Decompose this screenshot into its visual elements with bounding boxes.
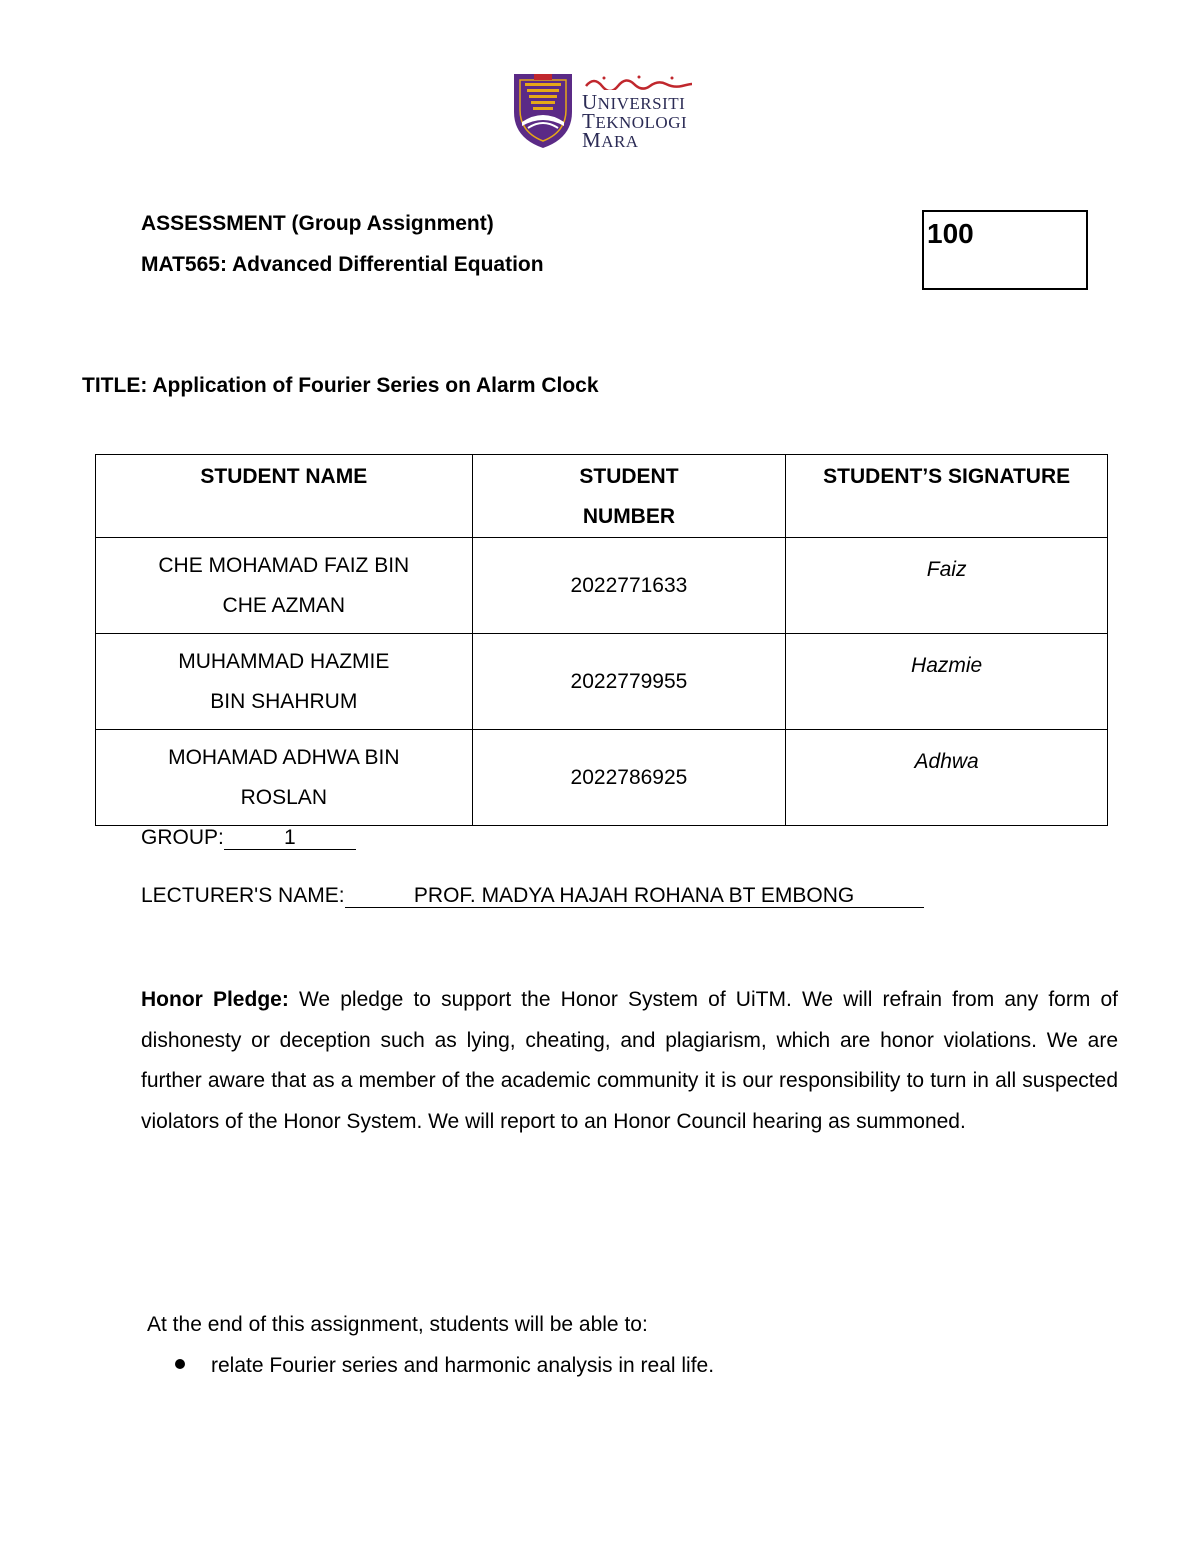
student-signature-cell: Faiz bbox=[786, 538, 1108, 634]
student-name-cell bbox=[96, 538, 473, 634]
logo-word-universiti: UNIVERSITI bbox=[582, 90, 686, 114]
group-value: 1 bbox=[284, 826, 296, 849]
lecturer-value: PROF. MADYA HAJAH ROHANA BT EMBONG bbox=[413, 884, 855, 907]
lecturer-value-underline bbox=[345, 885, 924, 908]
score-value: 100 bbox=[927, 218, 974, 249]
table-row bbox=[96, 538, 1108, 634]
header-student-number bbox=[472, 455, 786, 538]
student-number-cell: 2022771633 bbox=[472, 538, 786, 634]
table-header-row bbox=[96, 455, 1108, 538]
student-name-line2: ROSLAN bbox=[240, 786, 327, 809]
student-number-cell: 2022779955 bbox=[472, 634, 786, 730]
student-name-line1: MUHAMMAD HAZMIE bbox=[178, 650, 390, 673]
header-student-signature: STUDENT’S SIGNATURE bbox=[786, 455, 1108, 538]
uitm-crest-icon bbox=[512, 72, 574, 150]
assessment-heading: ASSESSMENT (Group Assignment) bbox=[141, 212, 494, 235]
page-title: TITLE: Application of Fourier Series on Alarm Clock bbox=[82, 374, 599, 397]
header-student-number-line1: STUDENT bbox=[579, 465, 679, 488]
logo-word-teknologi: TEKNOLOGI bbox=[582, 109, 688, 133]
outcome-item: relate Fourier series and harmonic analysis in real life. bbox=[211, 1354, 715, 1377]
student-name-line2: BIN SHAHRUM bbox=[210, 690, 358, 713]
lecturer-line bbox=[141, 884, 924, 908]
header-student-number-line2: NUMBER bbox=[582, 505, 676, 528]
uitm-logo bbox=[512, 72, 692, 152]
student-name-cell bbox=[96, 730, 473, 826]
group-value-underline bbox=[224, 827, 356, 850]
header-student-name: STUDENT NAME bbox=[96, 455, 473, 538]
outcomes-intro: At the end of this assignment, students will be able to: bbox=[147, 1313, 648, 1336]
student-name-cell bbox=[96, 634, 473, 730]
jawi-script-icon bbox=[584, 74, 694, 90]
student-signature-cell: Hazmie bbox=[786, 634, 1108, 730]
honor-pledge-text: We pledge to support the Honor System of UiTM. We will refrain from any form of dishonesty or deception such as lying, cheating, and plagiarism, which are honor violations. We are further aware that as a member of the academic community it is our responsibility to turn in all suspected violators of the Honor System. We will report to an Honor Council hearing as summoned. bbox=[141, 988, 1118, 1133]
student-name-line1: CHE MOHAMAD FAIZ BIN bbox=[158, 554, 410, 577]
student-name-line1: MOHAMAD ADHWA BIN bbox=[168, 746, 400, 769]
student-name-line2: CHE AZMAN bbox=[222, 594, 346, 617]
score-box bbox=[922, 210, 1088, 290]
student-signature-cell: Adhwa bbox=[786, 730, 1108, 826]
honor-pledge bbox=[141, 980, 1118, 1142]
bullet-icon bbox=[175, 1359, 185, 1369]
course-heading: MAT565: Advanced Differential Equation bbox=[141, 253, 544, 276]
lecturer-label: LECTURER'S NAME: bbox=[141, 884, 345, 907]
table-row bbox=[96, 730, 1108, 826]
logo-word-mara: MARA bbox=[582, 128, 639, 152]
table-row bbox=[96, 634, 1108, 730]
student-table bbox=[95, 454, 1108, 826]
group-label: GROUP: bbox=[141, 826, 224, 849]
student-number-cell: 2022786925 bbox=[472, 730, 786, 826]
group-line bbox=[141, 826, 356, 850]
honor-pledge-label: Honor Pledge: bbox=[141, 988, 289, 1011]
